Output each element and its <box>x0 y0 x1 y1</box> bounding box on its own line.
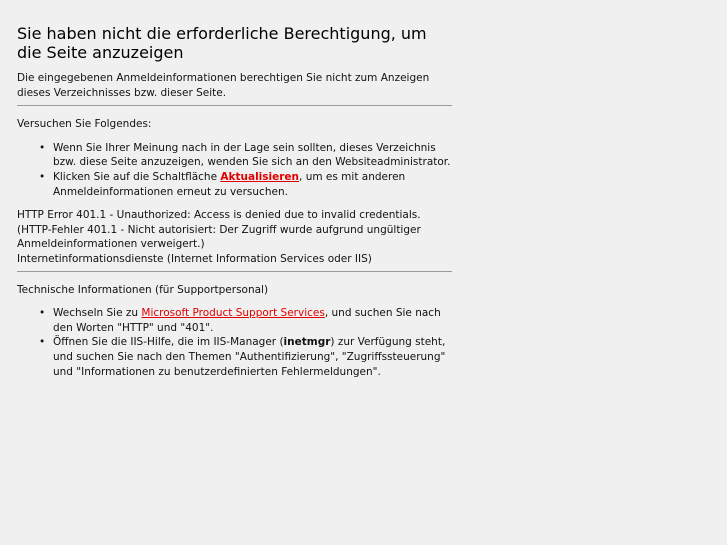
error-line-german: (HTTP-Fehler 401.1 - Nicht autorisiert: Der Zugriff wurde aufgrund ungültiger Anmeldeinformationen verweigert.) <box>17 223 421 251</box>
tech-item-text-after: ) zur Verfügung steht, und suchen Sie nach den Themen "Authentifizierung", "Zugriffssteuerung" und "Informationen zu benutzerdefinierten Fehlermeldungen". <box>53 336 446 378</box>
try-item-text-before: Klicken Sie auf die Schaltfläche <box>53 170 221 183</box>
tech-heading: Technische Informationen (für Supportpersonal) <box>17 283 269 296</box>
error-line-english: HTTP Error 401.1 - Unauthorized: Access is denied due to invalid credentials. <box>17 209 421 222</box>
tech-item-text-before: Wechseln Sie zu <box>53 307 142 320</box>
inetmgr-label: inetmgr <box>283 336 331 349</box>
bullet-icon: • <box>39 141 46 154</box>
list-item <box>39 170 452 199</box>
server-name: Internetinformationsdienste (Internet Information Services oder IIS) <box>17 252 372 265</box>
divider <box>17 271 452 272</box>
divider <box>17 105 452 106</box>
intro-text: Die eingegebenen Anmeldeinformationen berechtigen Sie nicht zum Anzeigen dieses Verzeichnisses bzw. dieser Seite. <box>17 72 430 99</box>
support-services-link[interactable]: Microsoft Product Support Services <box>141 307 325 320</box>
list-item <box>39 306 452 335</box>
tech-item-text-after: , und suchen Sie nach den Worten "HTTP" und "401". <box>53 307 441 334</box>
try-list <box>17 141 452 199</box>
refresh-link-label: Aktualisieren <box>220 170 300 183</box>
tech-item-text-before: Öffnen Sie die IIS-Hilfe, die im IIS-Manager ( <box>53 336 284 349</box>
list-item <box>39 141 452 170</box>
try-heading: Versuchen Sie Folgendes: <box>17 118 152 131</box>
try-item-text: Wenn Sie Ihrer Meinung nach in der Lage sein sollten, dieses Verzeichnis bzw. diese Seite anzuzeigen, wenden Sie sich an den Websiteadministrator. <box>53 141 451 169</box>
try-item-text-after: , um es mit anderen Anmeldeinformationen erneut zu versuchen. <box>53 170 406 198</box>
tech-list <box>17 306 452 379</box>
bullet-icon: • <box>39 336 46 349</box>
page-title: Sie haben nicht die erforderliche Berechtigung, um die Seite anzuzeigen <box>17 24 427 62</box>
error-content <box>17 24 452 379</box>
error-details <box>17 208 452 266</box>
bullet-icon: • <box>39 307 46 320</box>
bullet-icon: • <box>39 170 46 183</box>
refresh-link[interactable] <box>220 171 299 183</box>
list-item <box>39 335 452 379</box>
